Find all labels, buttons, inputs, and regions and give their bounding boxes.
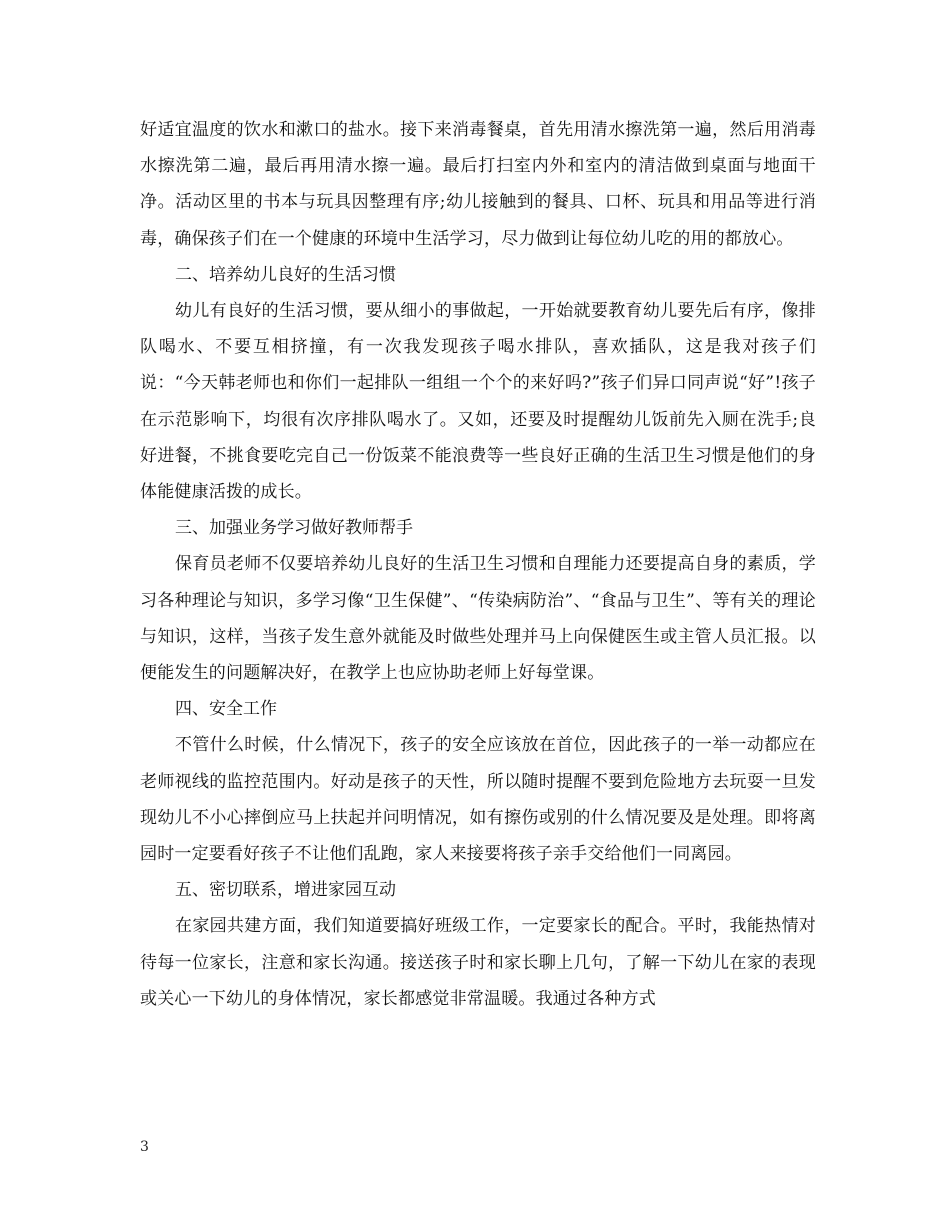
section-heading-living-habits: 二、培养幼儿良好的生活习惯 [175,264,396,285]
paragraph-professional-study: 保育员老师不仅要培养幼儿良好的生活卫生习惯和自理能力还要提高自身的素质，学习各种理论与知识，多学习像“卫生保健”、“传染病防治”、“食品与卫生”、等有关的理论与知识，这样，当孩子发生意外就能及时做些处理并马上向保健医生或主管人员汇报。以便能发生的问题解决好，在教学上也应协助老师上好每堂课。 [140,554,816,684]
paragraph-home-school: 在家园共建方面，我们知道要搞好班级工作，一定要家长的配合。平时，我能热情对待每一位家长，注意和家长沟通。接送孩子时和家长聊上几句，了解一下幼儿在家的表现或关心一下幼儿的身体情况，家长都感觉非常温暖。我通过各种方式 [140,916,816,1009]
document-body [140,112,816,1017]
paragraph-safety: 不管什么时候，什么情况下，孩子的安全应该放在首位，因此孩子的一举一动都应在老师视线的监控范围内。好动是孩子的天性，所以随时提醒不要到危险地方去玩耍一旦发现幼儿不小心摔倒应马上扶起并问明情况，如有擦伤或别的什么情况要及是处理。即将离园时一定要看好孩子不让他们乱跑，家人来接要将孩子亲手交给他们一同离园。 [140,735,816,865]
page-number: 3 [140,1139,149,1155]
section-heading-professional-study: 三、加强业务学习做好教师帮手 [175,518,413,539]
section-heading-safety: 四、安全工作 [175,699,277,720]
paragraph-living-habits: 幼儿有良好的生活习惯，要从细小的事做起，一开始就要教育幼儿要先后有序，像排队喝水、不要互相挤撞，有一次我发现孩子喝水排队，喜欢插队，这是我对孩子们说：“今天韩老师也和你们一起排队一组组一个个的来好吗?”孩子们异口同声说“好”!孩子在示范影响下，均很有次序排队喝水了。又如，还要及时提醒幼儿饭前先入厕在洗手;良好进餐，不挑食要吃完自己一份饭菜不能浪费等一些良好正确的生活卫生习惯是他们的身体能健康活拨的成长。 [140,301,816,503]
section-heading-home-school: 五、密切联系，增进家园互动 [175,880,396,901]
paragraph-hygiene-continued: 好适宜温度的饮水和漱口的盐水。接下来消毒餐桌，首先用清水擦洗第一遍，然后用消毒水擦洗第二遍，最后再用清水擦一遍。最后打扫室内外和室内的清洁做到桌面与地面干净。活动区里的书本与玩具因整理有序;幼儿接触到的餐具、口杯、玩具和用品等进行消毒，确保孩子们在一个健康的环境中生活学习，尽力做到让每位幼儿吃的用的都放心。 [140,120,816,249]
